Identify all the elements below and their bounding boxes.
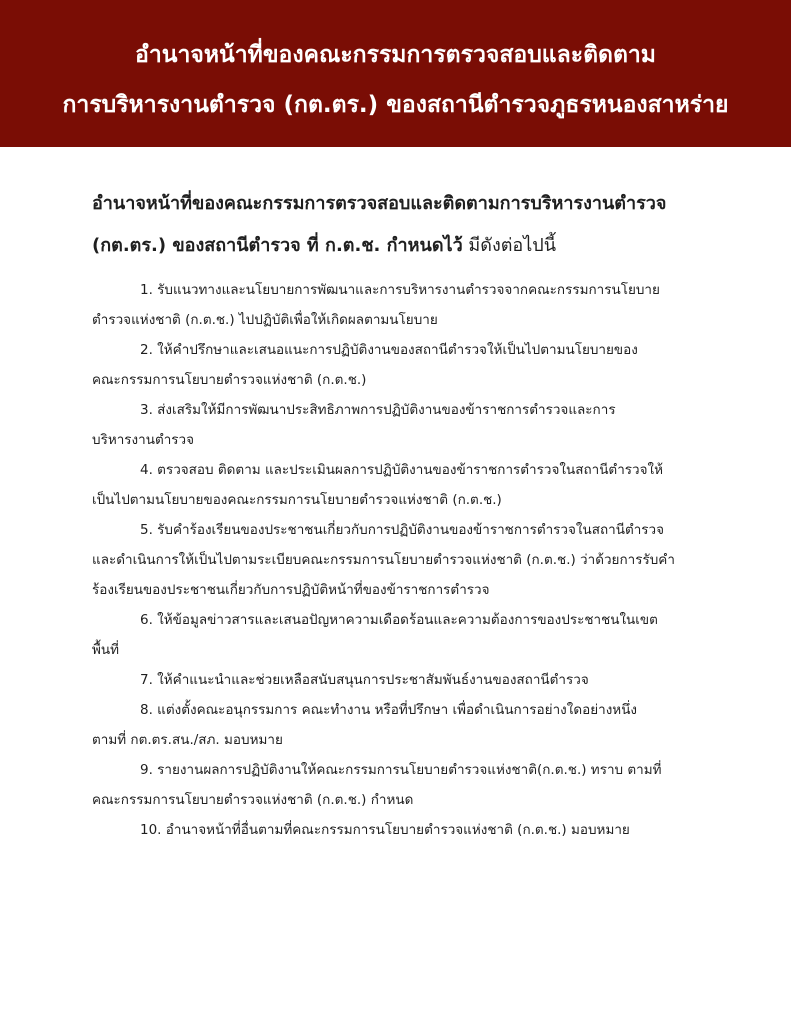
list-item-line: ร้องเรียนของประชาชนเกี่ยวกับการปฏิบัติหน้าที่ของข้าราชการตำรวจ — [92, 582, 490, 598]
intro-line-2 — [92, 225, 699, 267]
list-item-line: และดำเนินการให้เป็นไปตามระเบียบคณะกรรมการนโยบายตำรวจแห่งชาติ (ก.ต.ช.) ว่าด้วยการรับคำ — [92, 552, 675, 568]
list-item-line: พื้นที่ — [92, 642, 120, 658]
list-item — [92, 815, 699, 845]
list-item — [92, 515, 699, 605]
intro-paragraph — [92, 183, 699, 267]
intro-line-2-normal: มีดังต่อไปนี้ — [462, 235, 557, 256]
main-content — [0, 147, 791, 845]
list-item-line: 2. ให้คำปรึกษาและเสนอแนะการปฏิบัติงานของสถานีตำรวจให้เป็นไปตามนโยบายของ — [140, 342, 638, 358]
list-item — [92, 755, 699, 815]
header-title-line-2: การบริหารงานตำรวจ (กต.ตร.) ของสถานีตำรวจภูธรหนองสาหร่าย — [62, 92, 729, 118]
list-item-line: 1. รับแนวทางและนโยบายการพัฒนาและการบริหารงานตำรวจจากคณะกรรมการนโยบาย — [140, 282, 660, 298]
list-item-line: 6. ให้ข้อมูลข่าวสารและเสนอปัญหาความเดือดร้อนและความต้องการของประชาชนในเขต — [140, 612, 658, 628]
list-item — [92, 275, 699, 335]
list-item-line: คณะกรรมการนโยบายตำรวจแห่งชาติ (ก.ต.ช.) — [92, 372, 367, 388]
list-item-line: ตำรวจแห่งชาติ (ก.ต.ช.) ไปปฏิบัติเพื่อให้เกิดผลตามนโยบาย — [92, 312, 438, 328]
list-item — [92, 335, 699, 395]
list-item-line: 5. รับคำร้องเรียนของประชาชนเกี่ยวกับการปฏิบัติงานของข้าราชการตำรวจในสถานีตำรวจ — [140, 522, 665, 538]
list-item — [92, 605, 699, 665]
intro-line-1: อำนาจหน้าที่ของคณะกรรมการตรวจสอบและติดตามการบริหารงานตำรวจ — [92, 193, 667, 214]
list-item-line: บริหารงานตำรวจ — [92, 432, 195, 448]
page-header — [0, 0, 791, 147]
duties-list — [92, 275, 699, 845]
list-item-line: 8. แต่งตั้งคณะอนุกรรมการ คณะทำงาน หรือที่ปรึกษา เพื่อดำเนินการอย่างใดอย่างหนึ่ง — [140, 702, 638, 718]
list-item-line: 10. อำนาจหน้าที่อื่นตามที่คณะกรรมการนโยบายตำรวจแห่งชาติ (ก.ต.ช.) มอบหมาย — [140, 822, 630, 838]
list-item — [92, 665, 699, 695]
list-item-line: 4. ตรวจสอบ ติดตาม และประเมินผลการปฏิบัติงานของข้าราชการตำรวจในสถานีตำรวจให้ — [140, 462, 664, 478]
list-item-line: คณะกรรมการนโยบายตำรวจแห่งชาติ (ก.ต.ช.) กำหนด — [92, 792, 414, 808]
list-item-line: 9. รายงานผลการปฏิบัติงานให้คณะกรรมการนโยบายตำรวจแห่งชาติ(ก.ต.ช.) ทราบ ตามที่ — [140, 762, 662, 778]
list-item-line: เป็นไปตามนโยบายของคณะกรรมการนโยบายตำรวจแห่งชาติ (ก.ต.ช.) — [92, 492, 502, 508]
list-item-line: ตามที่ กต.ตร.สน./สภ. มอบหมาย — [92, 732, 283, 748]
header-title-line-1: อำนาจหน้าที่ของคณะกรรมการตรวจสอบและติดตาม — [135, 42, 656, 68]
list-item-line: 7. ให้คำแนะนำและช่วยเหลือสนับสนุนการประชาสัมพันธ์งานของสถานีตำรวจ — [140, 672, 589, 688]
list-item — [92, 395, 699, 455]
intro-line-2-bold: (กต.ตร.) ของสถานีตำรวจ ที่ ก.ต.ช. กำหนดไว้ — [92, 235, 463, 256]
list-item — [92, 455, 699, 515]
list-item — [92, 695, 699, 755]
list-item-line: 3. ส่งเสริมให้มีการพัฒนาประสิทธิภาพการปฏิบัติงานของข้าราชการตำรวจและการ — [140, 402, 616, 418]
